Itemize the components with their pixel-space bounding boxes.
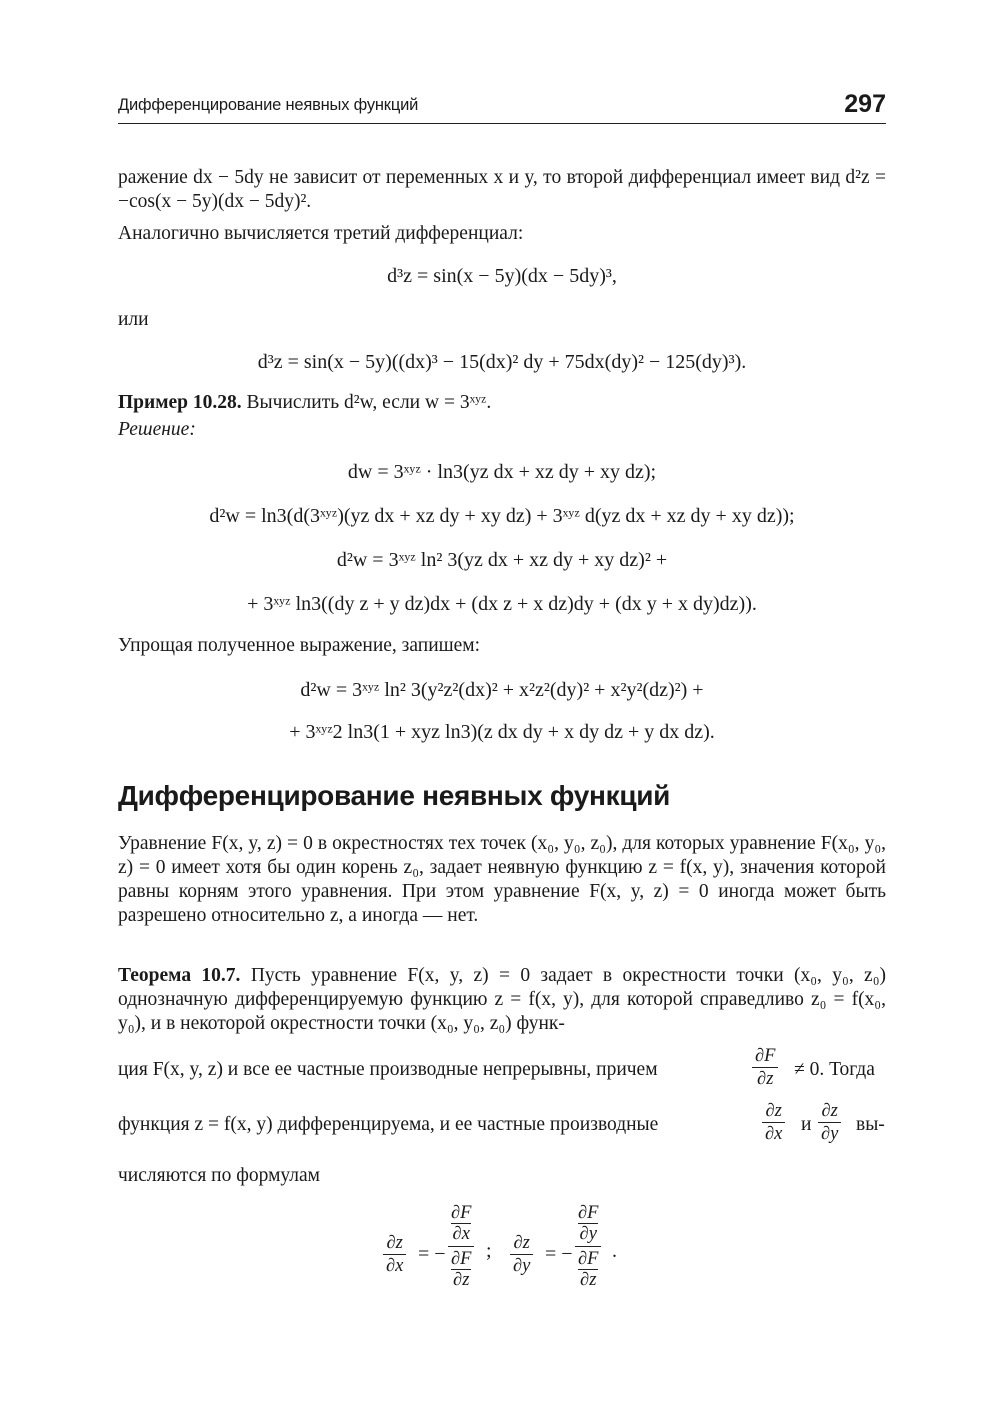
header-rule (118, 123, 886, 124)
page-number: 297 (844, 90, 886, 118)
denominator: ∂x (765, 1124, 783, 1144)
equation-1: d³z = sin(x − 5y)(dx − 5dy)³, (387, 265, 617, 287)
paragraph-4: Упрощая полученное выражение, запишем: (118, 635, 481, 656)
paragraph-3: или (118, 309, 149, 330)
denominator: ∂x (386, 1256, 404, 1276)
denominator: ∂z (757, 1069, 774, 1089)
compound-denominator (448, 1247, 474, 1290)
equation-6: + 3ˣʸᶻ ln3((dy z + y dz)dx + (dx z + x dz)dy + (dx y + x dy)dz)). (247, 593, 757, 615)
and-word: и (801, 1114, 812, 1135)
example-text: Вычислить d²w, если w = 3ˣʸᶻ. (246, 392, 492, 413)
theorem-line-5-text: функция z = f(x, y) дифференцируема, и ее частные производные (118, 1114, 659, 1135)
solution-label: Решение: (118, 419, 196, 440)
equation-4: d²w = ln3(d(3ˣʸᶻ)(yz dx + xz dy + xy dz) + 3ˣʸᶻ d(yz dx + xz dy + xy dz)); (209, 505, 795, 527)
denominator: ∂y (821, 1124, 839, 1144)
example-10-28 (118, 391, 886, 415)
fraction-dF-dz (752, 1046, 778, 1089)
fraction-dz-dx-left (383, 1233, 406, 1276)
equation-8: + 3ˣʸᶻ2 ln3(1 + xyz ln3)(z dx dy + x dy dz + y dx dz). (289, 721, 715, 743)
compound-fraction-y (575, 1203, 601, 1290)
compound-fraction-x (448, 1203, 474, 1290)
compound-denominator (575, 1247, 601, 1290)
fraction-dz-dy (818, 1101, 841, 1144)
theorem-text: Пусть уравнение F(x, y, z) = 0 задает в окрестности точки (x₀, y₀, z₀) однозначную дифференцируемую функцию z = f(x, y), для которой справедливо z₀ = f(x₀, y₀), и в некоторой окрестности точки (x₀, y₀, z₀) функ- (118, 965, 887, 1034)
inner-num: ∂F (578, 1203, 599, 1223)
theorem-line-6: числяются по формулам (118, 1165, 321, 1186)
inner-den: ∂y (579, 1224, 597, 1244)
period: . (612, 1240, 617, 1262)
equation-2: d³z = sin(x − 5y)((dx)³ − 15(dx)² dy + 75dx(dy)² − 125(dy)³). (257, 351, 747, 373)
paragraph-1: ражение dx − 5dy не зависит от переменных x и y, то второй дифференциал имеет вид d²z = −cos(x − 5y)(dx − 5dy)². (118, 167, 886, 212)
equation-5: d²w = 3ˣʸᶻ ln² 3(yz dx + xz dy + xy dz)² + (336, 549, 668, 571)
paragraph-2: Аналогично вычисляется третий дифференциал: (118, 223, 524, 244)
compound-numerator (575, 1203, 601, 1247)
inner-den: ∂z (580, 1270, 597, 1290)
numerator: ∂z (383, 1233, 406, 1255)
section-heading: Дифференцирование неявных функций (118, 780, 671, 811)
theorem-line-5-end: вы- (856, 1114, 885, 1135)
semicolon: ; (486, 1240, 492, 1262)
denominator: ∂y (513, 1256, 531, 1276)
equation-3: dw = 3ˣʸᶻ · ln3(yz dx + xz dy + xy dz); (347, 461, 657, 483)
inner-num: ∂F (451, 1203, 472, 1223)
inner-den: ∂z (453, 1270, 470, 1290)
theorem-10-7 (118, 964, 886, 1036)
numerator: ∂F (752, 1046, 778, 1068)
numerator: ∂z (510, 1233, 533, 1255)
theorem-line-4-text: ция F(x, y, z) и все ее частные производные непрерывны, причем (118, 1059, 658, 1080)
running-header-title: Дифференцирование неявных функций (118, 96, 419, 114)
fraction-dz-dx (762, 1101, 785, 1144)
theorem-label: Теорема 10.7. (118, 965, 241, 986)
fraction-dz-dy-left (510, 1233, 533, 1276)
inner-den: ∂x (452, 1224, 470, 1244)
numerator: ∂z (762, 1101, 785, 1123)
equals-minus: = − (418, 1243, 446, 1265)
paragraph-5: Уравнение F(x, y, z) = 0 в окрестностях тех точек (x₀, y₀, z₀), для которых уравнение F(x₀, y₀, z) = 0 имеет хотя бы один корень z₀, задает неявную функцию z = f(x, y), значения которой равны корням этого уравнения. При этом уравнение F(x, y, z) = 0 иногда может быть разрешено относительно z, а иногда — нет. (118, 833, 886, 926)
inner-num: ∂F (451, 1249, 472, 1269)
example-label: Пример 10.28. (118, 392, 242, 413)
inner-num: ∂F (578, 1249, 599, 1269)
compound-numerator (448, 1203, 474, 1247)
numerator: ∂z (818, 1101, 841, 1123)
equals-minus: = − (545, 1243, 573, 1265)
equation-7: d²w = 3ˣʸᶻ ln² 3(y²z²(dx)² + x²z²(dy)² + x²y²(dz)²) + (300, 679, 704, 701)
theorem-line-4-end: ≠ 0. Тогда (794, 1059, 875, 1080)
